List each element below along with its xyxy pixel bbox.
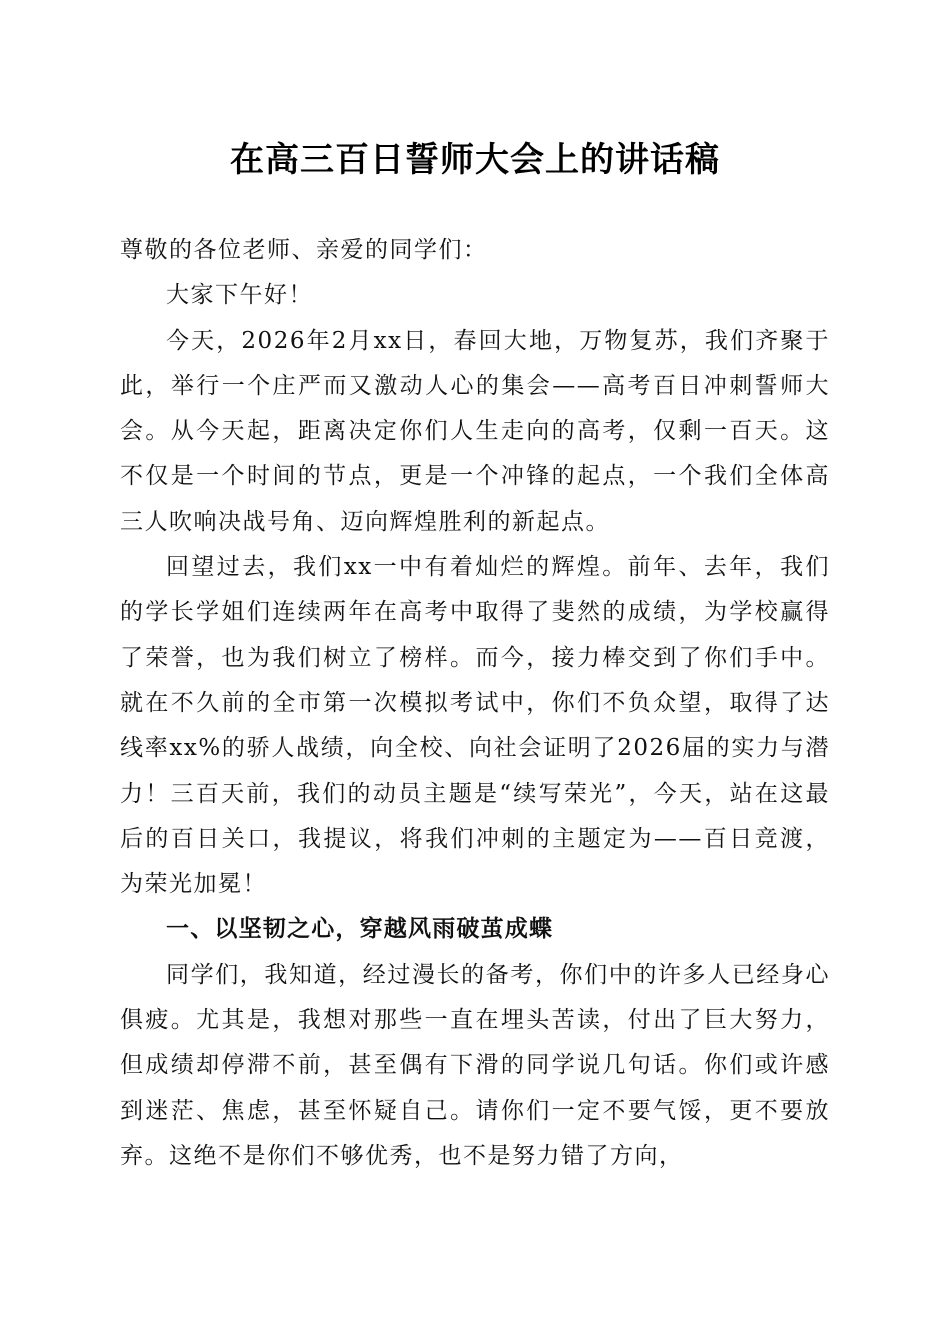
salutation: 尊敬的各位老师、亲爱的同学们： — [120, 237, 488, 263]
section-heading: 一、以坚韧之心，穿越风雨破茧成蝶 — [166, 916, 554, 943]
paragraph-opening: 今天，2026年2月xx日，春回大地，万物复苏，我们齐聚于此，举行一个庄严而又激动人心的集会——高考百日冲刺誓师大会。从今天起，距离决定你们人生走向的高考，仅剩一百天。这不仅是一个时间的节点，更是一个冲锋的起点，一个我们全体高三人吹响决战号角、迈向辉煌胜利的新起点。 — [120, 327, 830, 535]
paragraph-section-1: 同学们，我知道，经过漫长的备考，你们中的许多人已经身心俱疲。尤其是，我想对那些一直在埋头苦读，付出了巨大努力，但成绩却停滞不前，甚至偶有下滑的同学说几句话。你们或许感到迷茫、焦虑，甚至怀疑自己。请你们一定不要气馁，更不要放弃。这绝不是你们不够优秀，也不是努力错了方向， — [120, 961, 830, 1169]
paragraph-review: 回望过去，我们xx一中有着灿烂的辉煌。前年、去年，我们的学长学姐们连续两年在高考中取得了斐然的成绩，为学校赢得了荣誉，也为我们树立了榜样。而今，接力棒交到了你们手中。就在不久前的全市第一次模拟考试中，你们不负众望，取得了达线率xx%的骄人战绩，向全校、向社会证明了2026届的实力与潜力！三百天前，我们的动员主题是“续写荣光”，今天，站在这最后的百日关口，我提议，将我们冲刺的主题定为——百日竞渡，为荣光加冕！ — [120, 554, 830, 898]
document-body — [120, 228, 830, 1179]
document-title: 在高三百日誓师大会上的讲话稿 — [230, 140, 720, 180]
greeting: 大家下午好！ — [166, 282, 313, 309]
